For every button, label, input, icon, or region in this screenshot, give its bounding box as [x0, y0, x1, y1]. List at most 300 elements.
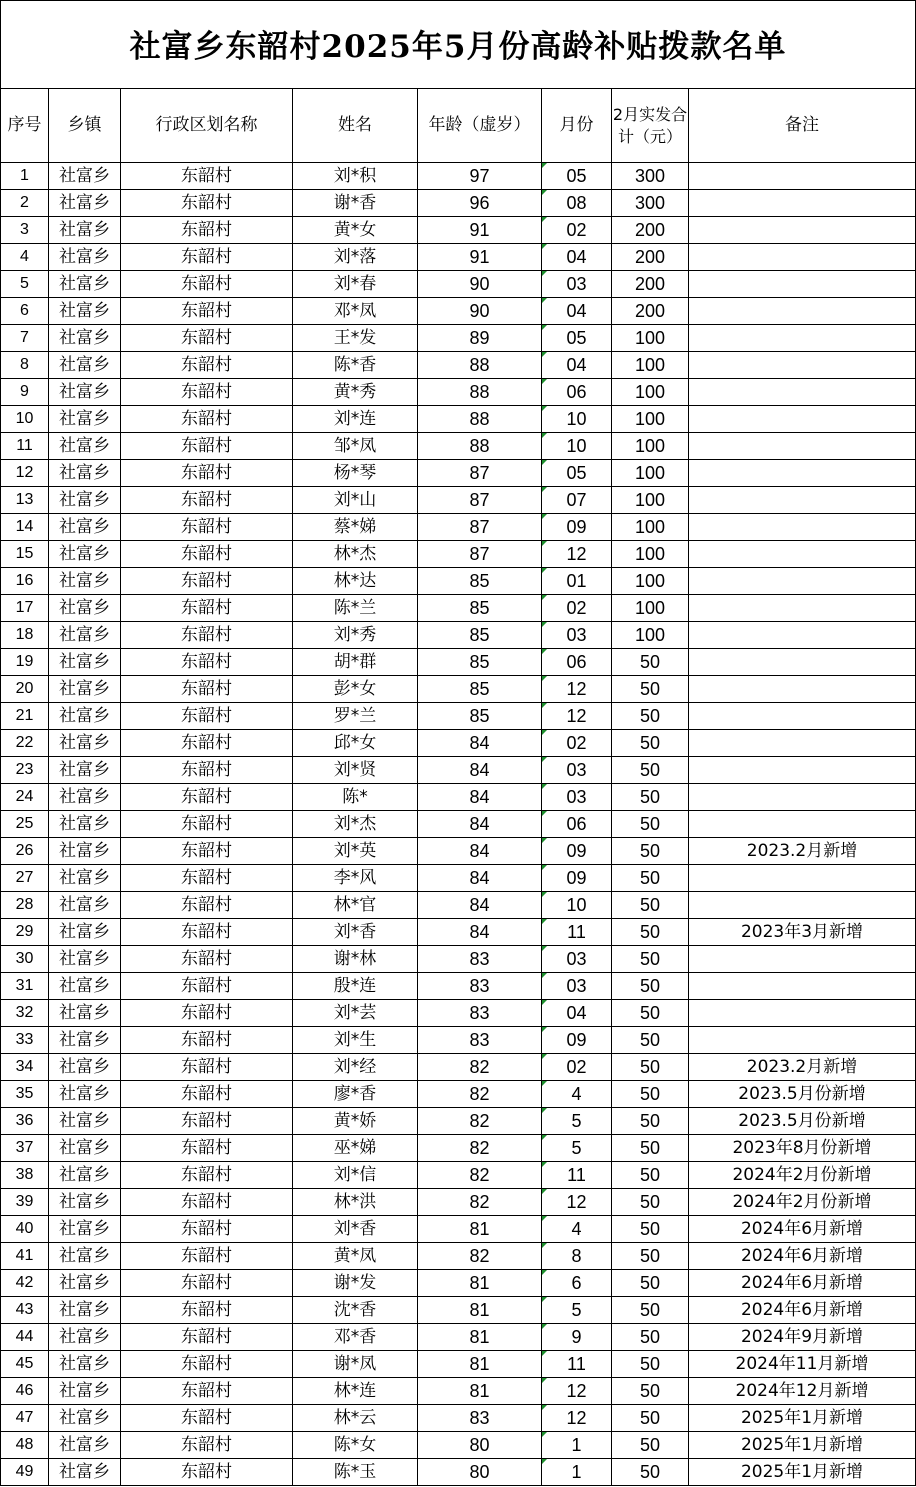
cell-age[interactable]: 91 — [418, 217, 542, 244]
cell-village[interactable]: 东韶村 — [121, 757, 293, 784]
cell-month[interactable] — [542, 433, 612, 460]
cell-age[interactable]: 87 — [418, 514, 542, 541]
cell-amount[interactable]: 50 — [612, 703, 689, 730]
cell-town[interactable]: 社富乡 — [49, 1459, 121, 1486]
cell-town[interactable]: 社富乡 — [49, 1027, 121, 1054]
cell-note[interactable]: 2024年11月新增 — [689, 1351, 916, 1378]
cell-age[interactable]: 81 — [418, 1270, 542, 1297]
cell-amount[interactable]: 100 — [612, 595, 689, 622]
cell-amount[interactable]: 100 — [612, 568, 689, 595]
cell-amount[interactable]: 50 — [612, 1243, 689, 1270]
cell-amount[interactable]: 50 — [612, 1027, 689, 1054]
cell-amount[interactable]: 50 — [612, 1270, 689, 1297]
cell-amount[interactable]: 50 — [612, 1216, 689, 1243]
cell-note[interactable]: 2025年1月新增 — [689, 1432, 916, 1459]
cell-note[interactable] — [689, 271, 916, 298]
cell-month[interactable] — [542, 1081, 612, 1108]
cell-seq[interactable]: 38 — [1, 1162, 49, 1189]
cell-seq[interactable]: 11 — [1, 433, 49, 460]
cell-note[interactable] — [689, 514, 916, 541]
cell-amount[interactable]: 100 — [612, 352, 689, 379]
cell-town[interactable]: 社富乡 — [49, 298, 121, 325]
cell-month[interactable] — [542, 1270, 612, 1297]
cell-month[interactable] — [542, 1297, 612, 1324]
cell-village[interactable]: 东韶村 — [121, 514, 293, 541]
cell-seq[interactable]: 19 — [1, 649, 49, 676]
cell-age[interactable]: 83 — [418, 1405, 542, 1432]
cell-town[interactable]: 社富乡 — [49, 514, 121, 541]
cell-month[interactable] — [542, 838, 612, 865]
cell-seq[interactable]: 34 — [1, 1054, 49, 1081]
cell-note[interactable] — [689, 325, 916, 352]
cell-age[interactable]: 88 — [418, 433, 542, 460]
cell-seq[interactable]: 47 — [1, 1405, 49, 1432]
cell-month[interactable] — [542, 1027, 612, 1054]
cell-seq[interactable]: 30 — [1, 946, 49, 973]
cell-seq[interactable]: 6 — [1, 298, 49, 325]
cell-seq[interactable]: 31 — [1, 973, 49, 1000]
cell-town[interactable]: 社富乡 — [49, 622, 121, 649]
cell-town[interactable]: 社富乡 — [49, 865, 121, 892]
cell-village[interactable]: 东韶村 — [121, 1432, 293, 1459]
cell-amount[interactable]: 50 — [612, 730, 689, 757]
cell-town[interactable]: 社富乡 — [49, 595, 121, 622]
cell-age[interactable]: 84 — [418, 919, 542, 946]
cell-month[interactable] — [542, 406, 612, 433]
cell-village[interactable]: 东韶村 — [121, 892, 293, 919]
cell-age[interactable]: 82 — [418, 1135, 542, 1162]
cell-month[interactable] — [542, 163, 612, 190]
cell-age[interactable]: 84 — [418, 865, 542, 892]
cell-amount[interactable]: 50 — [612, 649, 689, 676]
cell-seq[interactable]: 49 — [1, 1459, 49, 1486]
cell-seq[interactable]: 4 — [1, 244, 49, 271]
cell-name[interactable]: 黄*娇 — [293, 1108, 418, 1135]
cell-age[interactable]: 88 — [418, 406, 542, 433]
cell-name[interactable]: 蔡*娣 — [293, 514, 418, 541]
cell-amount[interactable]: 50 — [612, 676, 689, 703]
cell-name[interactable]: 罗*兰 — [293, 703, 418, 730]
cell-village[interactable]: 东韶村 — [121, 649, 293, 676]
cell-town[interactable]: 社富乡 — [49, 946, 121, 973]
cell-seq[interactable]: 40 — [1, 1216, 49, 1243]
cell-village[interactable]: 东韶村 — [121, 919, 293, 946]
cell-village[interactable]: 东韶村 — [121, 676, 293, 703]
cell-seq[interactable]: 5 — [1, 271, 49, 298]
cell-seq[interactable]: 15 — [1, 541, 49, 568]
cell-village[interactable]: 东韶村 — [121, 1243, 293, 1270]
cell-note[interactable]: 2025年1月新增 — [689, 1459, 916, 1486]
cell-seq[interactable]: 43 — [1, 1297, 49, 1324]
cell-month[interactable] — [542, 541, 612, 568]
cell-town[interactable]: 社富乡 — [49, 406, 121, 433]
cell-age[interactable]: 80 — [418, 1432, 542, 1459]
cell-village[interactable]: 东韶村 — [121, 190, 293, 217]
cell-name[interactable]: 邓*凤 — [293, 298, 418, 325]
cell-note[interactable] — [689, 568, 916, 595]
cell-note[interactable] — [689, 973, 916, 1000]
cell-amount[interactable]: 50 — [612, 1405, 689, 1432]
cell-age[interactable]: 83 — [418, 1027, 542, 1054]
cell-village[interactable]: 东韶村 — [121, 1135, 293, 1162]
cell-village[interactable]: 东韶村 — [121, 1108, 293, 1135]
cell-amount[interactable]: 100 — [612, 460, 689, 487]
cell-seq[interactable]: 32 — [1, 1000, 49, 1027]
cell-month[interactable] — [542, 1405, 612, 1432]
cell-town[interactable]: 社富乡 — [49, 811, 121, 838]
cell-amount[interactable]: 50 — [612, 1054, 689, 1081]
cell-age[interactable]: 88 — [418, 379, 542, 406]
cell-age[interactable]: 82 — [418, 1189, 542, 1216]
cell-village[interactable]: 东韶村 — [121, 433, 293, 460]
cell-month[interactable] — [542, 325, 612, 352]
cell-seq[interactable]: 46 — [1, 1378, 49, 1405]
cell-village[interactable]: 东韶村 — [121, 460, 293, 487]
cell-village[interactable]: 东韶村 — [121, 1459, 293, 1486]
cell-name[interactable]: 刘*秀 — [293, 622, 418, 649]
cell-age[interactable]: 80 — [418, 1459, 542, 1486]
cell-month[interactable] — [542, 757, 612, 784]
cell-age[interactable]: 85 — [418, 595, 542, 622]
cell-age[interactable]: 84 — [418, 730, 542, 757]
cell-month[interactable] — [542, 784, 612, 811]
cell-age[interactable]: 81 — [418, 1324, 542, 1351]
cell-age[interactable]: 90 — [418, 298, 542, 325]
cell-age[interactable]: 81 — [418, 1297, 542, 1324]
cell-town[interactable]: 社富乡 — [49, 1324, 121, 1351]
cell-town[interactable]: 社富乡 — [49, 919, 121, 946]
cell-month[interactable] — [542, 649, 612, 676]
cell-age[interactable]: 85 — [418, 676, 542, 703]
cell-name[interactable]: 廖*香 — [293, 1081, 418, 1108]
cell-note[interactable]: 2024年12月新增 — [689, 1378, 916, 1405]
cell-age[interactable]: 90 — [418, 271, 542, 298]
cell-name[interactable]: 陈* — [293, 784, 418, 811]
cell-amount[interactable]: 50 — [612, 811, 689, 838]
cell-month[interactable] — [542, 298, 612, 325]
cell-age[interactable]: 82 — [418, 1108, 542, 1135]
cell-note[interactable] — [689, 163, 916, 190]
cell-amount[interactable]: 100 — [612, 379, 689, 406]
cell-month[interactable] — [542, 595, 612, 622]
cell-name[interactable]: 胡*群 — [293, 649, 418, 676]
cell-month[interactable] — [542, 892, 612, 919]
cell-amount[interactable]: 50 — [612, 1162, 689, 1189]
cell-age[interactable]: 85 — [418, 568, 542, 595]
cell-note[interactable] — [689, 703, 916, 730]
cell-amount[interactable]: 50 — [612, 1189, 689, 1216]
cell-age[interactable]: 85 — [418, 649, 542, 676]
cell-village[interactable]: 东韶村 — [121, 1189, 293, 1216]
cell-name[interactable]: 彭*女 — [293, 676, 418, 703]
cell-town[interactable]: 社富乡 — [49, 1189, 121, 1216]
cell-seq[interactable]: 10 — [1, 406, 49, 433]
cell-note[interactable]: 2024年9月新增 — [689, 1324, 916, 1351]
cell-note[interactable] — [689, 487, 916, 514]
cell-town[interactable]: 社富乡 — [49, 568, 121, 595]
cell-seq[interactable]: 1 — [1, 163, 49, 190]
cell-village[interactable]: 东韶村 — [121, 1216, 293, 1243]
cell-seq[interactable]: 27 — [1, 865, 49, 892]
cell-month[interactable] — [542, 1054, 612, 1081]
cell-note[interactable] — [689, 595, 916, 622]
cell-village[interactable]: 东韶村 — [121, 406, 293, 433]
cell-note[interactable] — [689, 1027, 916, 1054]
cell-seq[interactable]: 26 — [1, 838, 49, 865]
cell-amount[interactable]: 50 — [612, 1000, 689, 1027]
cell-amount[interactable]: 50 — [612, 1324, 689, 1351]
cell-village[interactable]: 东韶村 — [121, 595, 293, 622]
cell-amount[interactable]: 100 — [612, 541, 689, 568]
cell-amount[interactable]: 100 — [612, 406, 689, 433]
cell-month[interactable] — [542, 730, 612, 757]
cell-town[interactable]: 社富乡 — [49, 1162, 121, 1189]
cell-village[interactable]: 东韶村 — [121, 1081, 293, 1108]
cell-age[interactable]: 87 — [418, 541, 542, 568]
cell-note[interactable] — [689, 1000, 916, 1027]
cell-village[interactable]: 东韶村 — [121, 1351, 293, 1378]
cell-seq[interactable]: 29 — [1, 919, 49, 946]
cell-month[interactable] — [542, 622, 612, 649]
cell-town[interactable]: 社富乡 — [49, 1297, 121, 1324]
cell-seq[interactable]: 45 — [1, 1351, 49, 1378]
cell-town[interactable]: 社富乡 — [49, 163, 121, 190]
cell-age[interactable]: 87 — [418, 460, 542, 487]
cell-month[interactable] — [542, 973, 612, 1000]
cell-note[interactable]: 2023.5月份新增 — [689, 1108, 916, 1135]
cell-month[interactable] — [542, 946, 612, 973]
cell-name[interactable]: 李*风 — [293, 865, 418, 892]
cell-name[interactable]: 谢*香 — [293, 190, 418, 217]
cell-seq[interactable]: 16 — [1, 568, 49, 595]
cell-note[interactable] — [689, 946, 916, 973]
cell-village[interactable]: 东韶村 — [121, 1297, 293, 1324]
cell-age[interactable]: 97 — [418, 163, 542, 190]
cell-seq[interactable]: 3 — [1, 217, 49, 244]
cell-month[interactable] — [542, 676, 612, 703]
cell-seq[interactable]: 18 — [1, 622, 49, 649]
cell-name[interactable]: 黄*秀 — [293, 379, 418, 406]
cell-amount[interactable]: 200 — [612, 217, 689, 244]
cell-town[interactable]: 社富乡 — [49, 1405, 121, 1432]
cell-amount[interactable]: 50 — [612, 946, 689, 973]
cell-name[interactable]: 谢*凤 — [293, 1351, 418, 1378]
cell-town[interactable]: 社富乡 — [49, 676, 121, 703]
cell-month[interactable] — [542, 217, 612, 244]
cell-amount[interactable]: 200 — [612, 244, 689, 271]
cell-amount[interactable]: 50 — [612, 973, 689, 1000]
cell-town[interactable]: 社富乡 — [49, 757, 121, 784]
cell-month[interactable] — [542, 1216, 612, 1243]
cell-town[interactable]: 社富乡 — [49, 1216, 121, 1243]
cell-seq[interactable]: 39 — [1, 1189, 49, 1216]
cell-seq[interactable]: 28 — [1, 892, 49, 919]
cell-village[interactable]: 东韶村 — [121, 1378, 293, 1405]
cell-town[interactable]: 社富乡 — [49, 892, 121, 919]
cell-seq[interactable]: 41 — [1, 1243, 49, 1270]
cell-seq[interactable]: 12 — [1, 460, 49, 487]
cell-name[interactable]: 刘*春 — [293, 271, 418, 298]
cell-seq[interactable]: 2 — [1, 190, 49, 217]
cell-village[interactable]: 东韶村 — [121, 487, 293, 514]
cell-age[interactable]: 82 — [418, 1081, 542, 1108]
cell-note[interactable] — [689, 784, 916, 811]
cell-name[interactable]: 刘*生 — [293, 1027, 418, 1054]
cell-note[interactable] — [689, 298, 916, 325]
cell-village[interactable]: 东韶村 — [121, 1324, 293, 1351]
cell-note[interactable]: 2024年6月新增 — [689, 1297, 916, 1324]
cell-name[interactable]: 刘*山 — [293, 487, 418, 514]
cell-village[interactable]: 东韶村 — [121, 865, 293, 892]
cell-village[interactable]: 东韶村 — [121, 622, 293, 649]
cell-amount[interactable]: 100 — [612, 622, 689, 649]
cell-name[interactable]: 陈*玉 — [293, 1459, 418, 1486]
cell-village[interactable]: 东韶村 — [121, 1027, 293, 1054]
cell-seq[interactable]: 48 — [1, 1432, 49, 1459]
cell-seq[interactable]: 42 — [1, 1270, 49, 1297]
cell-age[interactable]: 89 — [418, 325, 542, 352]
cell-seq[interactable]: 35 — [1, 1081, 49, 1108]
cell-town[interactable]: 社富乡 — [49, 649, 121, 676]
cell-age[interactable]: 85 — [418, 622, 542, 649]
cell-note[interactable] — [689, 676, 916, 703]
cell-month[interactable] — [542, 271, 612, 298]
cell-name[interactable]: 刘*香 — [293, 1216, 418, 1243]
cell-age[interactable]: 84 — [418, 892, 542, 919]
cell-age[interactable]: 82 — [418, 1054, 542, 1081]
cell-note[interactable]: 2024年6月新增 — [689, 1270, 916, 1297]
cell-name[interactable]: 邱*女 — [293, 730, 418, 757]
cell-village[interactable]: 东韶村 — [121, 325, 293, 352]
cell-age[interactable]: 83 — [418, 1000, 542, 1027]
cell-town[interactable]: 社富乡 — [49, 1378, 121, 1405]
cell-seq[interactable]: 21 — [1, 703, 49, 730]
cell-seq[interactable]: 14 — [1, 514, 49, 541]
cell-month[interactable] — [542, 352, 612, 379]
cell-name[interactable]: 刘*杰 — [293, 811, 418, 838]
cell-month[interactable] — [542, 1351, 612, 1378]
cell-town[interactable]: 社富乡 — [49, 1135, 121, 1162]
cell-town[interactable]: 社富乡 — [49, 271, 121, 298]
cell-age[interactable]: 87 — [418, 487, 542, 514]
cell-amount[interactable]: 50 — [612, 1459, 689, 1486]
cell-town[interactable]: 社富乡 — [49, 487, 121, 514]
cell-name[interactable]: 殷*连 — [293, 973, 418, 1000]
cell-name[interactable]: 林*官 — [293, 892, 418, 919]
cell-name[interactable]: 黄*女 — [293, 217, 418, 244]
cell-village[interactable]: 东韶村 — [121, 1054, 293, 1081]
cell-village[interactable]: 东韶村 — [121, 838, 293, 865]
cell-amount[interactable]: 50 — [612, 1135, 689, 1162]
cell-note[interactable]: 2024年6月新增 — [689, 1216, 916, 1243]
cell-name[interactable]: 邓*香 — [293, 1324, 418, 1351]
cell-note[interactable]: 2023年3月新增 — [689, 919, 916, 946]
cell-village[interactable]: 东韶村 — [121, 1000, 293, 1027]
cell-amount[interactable]: 50 — [612, 865, 689, 892]
cell-month[interactable] — [542, 1432, 612, 1459]
cell-name[interactable]: 刘*信 — [293, 1162, 418, 1189]
cell-note[interactable] — [689, 649, 916, 676]
cell-town[interactable]: 社富乡 — [49, 1432, 121, 1459]
cell-age[interactable]: 91 — [418, 244, 542, 271]
cell-village[interactable]: 东韶村 — [121, 298, 293, 325]
cell-seq[interactable]: 44 — [1, 1324, 49, 1351]
cell-village[interactable]: 东韶村 — [121, 946, 293, 973]
cell-amount[interactable]: 200 — [612, 271, 689, 298]
cell-village[interactable]: 东韶村 — [121, 973, 293, 1000]
cell-amount[interactable]: 50 — [612, 1108, 689, 1135]
cell-note[interactable] — [689, 433, 916, 460]
cell-town[interactable]: 社富乡 — [49, 1081, 121, 1108]
cell-seq[interactable]: 13 — [1, 487, 49, 514]
cell-note[interactable] — [689, 406, 916, 433]
cell-village[interactable]: 东韶村 — [121, 352, 293, 379]
cell-age[interactable]: 84 — [418, 784, 542, 811]
cell-town[interactable]: 社富乡 — [49, 217, 121, 244]
cell-month[interactable] — [542, 1459, 612, 1486]
cell-town[interactable]: 社富乡 — [49, 1351, 121, 1378]
cell-age[interactable]: 88 — [418, 352, 542, 379]
cell-town[interactable]: 社富乡 — [49, 1054, 121, 1081]
cell-month[interactable] — [542, 1000, 612, 1027]
cell-amount[interactable]: 300 — [612, 163, 689, 190]
cell-month[interactable] — [542, 1324, 612, 1351]
cell-village[interactable]: 东韶村 — [121, 730, 293, 757]
cell-name[interactable]: 林*洪 — [293, 1189, 418, 1216]
cell-amount[interactable]: 50 — [612, 757, 689, 784]
cell-town[interactable]: 社富乡 — [49, 784, 121, 811]
cell-town[interactable]: 社富乡 — [49, 1270, 121, 1297]
cell-name[interactable]: 林*连 — [293, 1378, 418, 1405]
cell-village[interactable]: 东韶村 — [121, 703, 293, 730]
cell-note[interactable] — [689, 217, 916, 244]
cell-age[interactable]: 84 — [418, 838, 542, 865]
cell-town[interactable]: 社富乡 — [49, 1000, 121, 1027]
cell-note[interactable]: 2024年2月份新增 — [689, 1189, 916, 1216]
cell-seq[interactable]: 24 — [1, 784, 49, 811]
cell-month[interactable] — [542, 1189, 612, 1216]
cell-town[interactable]: 社富乡 — [49, 190, 121, 217]
cell-note[interactable] — [689, 892, 916, 919]
cell-name[interactable]: 刘*香 — [293, 919, 418, 946]
cell-note[interactable] — [689, 379, 916, 406]
cell-seq[interactable]: 9 — [1, 379, 49, 406]
cell-month[interactable] — [542, 1135, 612, 1162]
cell-age[interactable]: 85 — [418, 703, 542, 730]
cell-village[interactable]: 东韶村 — [121, 541, 293, 568]
cell-seq[interactable]: 23 — [1, 757, 49, 784]
cell-amount[interactable]: 50 — [612, 1081, 689, 1108]
cell-amount[interactable]: 300 — [612, 190, 689, 217]
cell-seq[interactable]: 8 — [1, 352, 49, 379]
cell-note[interactable] — [689, 244, 916, 271]
cell-note[interactable] — [689, 460, 916, 487]
cell-village[interactable]: 东韶村 — [121, 784, 293, 811]
cell-amount[interactable]: 50 — [612, 1378, 689, 1405]
cell-age[interactable]: 81 — [418, 1351, 542, 1378]
cell-town[interactable]: 社富乡 — [49, 730, 121, 757]
cell-seq[interactable]: 20 — [1, 676, 49, 703]
cell-note[interactable] — [689, 190, 916, 217]
cell-name[interactable]: 刘*落 — [293, 244, 418, 271]
cell-note[interactable] — [689, 541, 916, 568]
cell-month[interactable] — [542, 514, 612, 541]
cell-village[interactable]: 东韶村 — [121, 244, 293, 271]
cell-town[interactable]: 社富乡 — [49, 379, 121, 406]
cell-amount[interactable]: 100 — [612, 433, 689, 460]
cell-note[interactable]: 2024年2月份新增 — [689, 1162, 916, 1189]
cell-name[interactable]: 刘*经 — [293, 1054, 418, 1081]
